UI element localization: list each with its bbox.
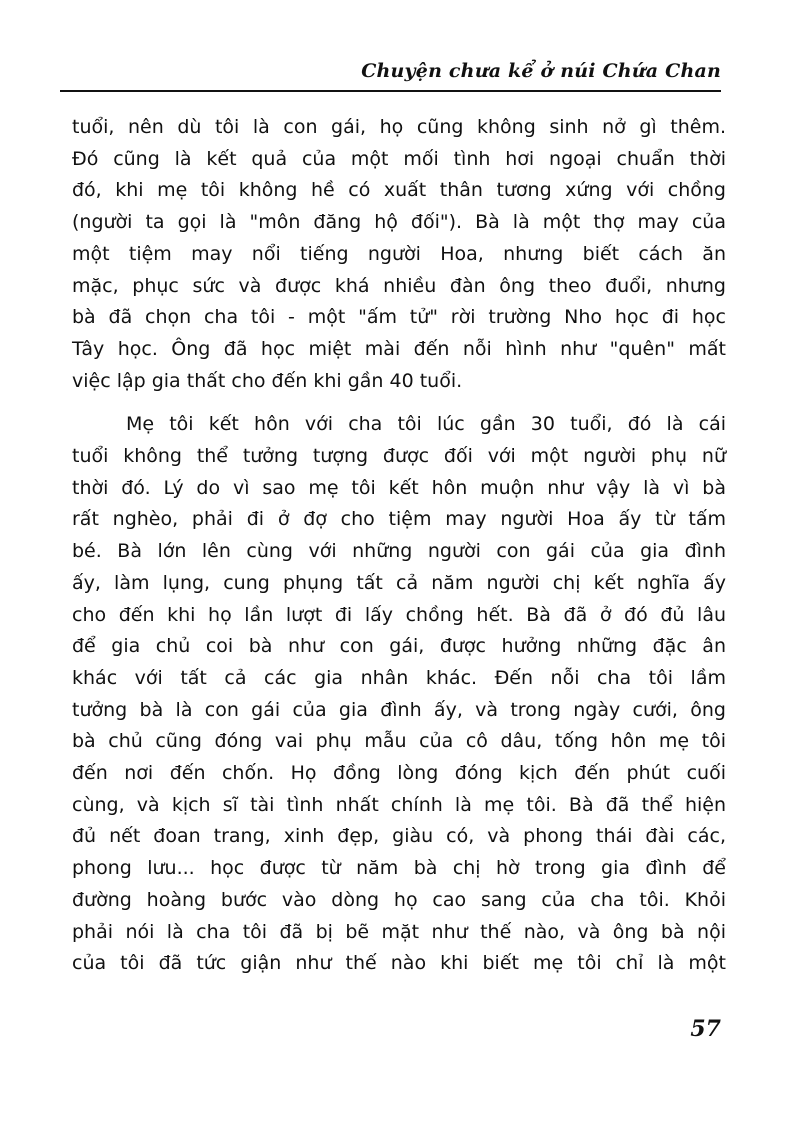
text-line: một tiệm may nổi tiếng người Hoa, nhưng biết cách ăn <box>72 242 726 265</box>
text-line: đường hoàng bước vào dòng họ cao sang của cha tôi. Khỏi <box>72 888 726 911</box>
text-line: khác với tất cả các gia nhân khác. Đến nỗi cha tôi lầm <box>72 666 726 689</box>
text-line: cho đến khi họ lần lượt đi lấy chồng hết. Bà đã ở đó đủ lâu <box>72 603 726 626</box>
text-line: Mẹ tôi kết hôn với cha tôi lúc gần 30 tuổi, đó là cái <box>126 413 726 436</box>
text-line: bà chủ cũng đóng vai phụ mẫu của cô dâu, tống hôn mẹ tôi <box>72 730 726 753</box>
text-line: việc lập gia thất cho đến khi gần 40 tuổi. <box>72 369 463 392</box>
text-line: đó, khi mẹ tôi không hề có xuất thân tương xứng với chồng <box>72 179 726 202</box>
text-line: đến nơi đến chốn. Họ đồng lòng đóng kịch đến phút cuối <box>72 762 726 785</box>
text-line: Đó cũng là kết quả của một mối tình hơi ngoại chuẩn thời <box>72 147 726 170</box>
text-line: mặc, phục sức và được khá nhiều đàn ông theo đuổi, nhưng <box>72 274 726 297</box>
text-line: bé. Bà lớn lên cùng với những người con gái của gia đình <box>72 540 726 563</box>
text-line: (người ta gọi là "môn đăng hộ đối"). Bà là một thợ may của <box>72 211 726 234</box>
paragraph-2 <box>72 409 726 980</box>
text-line: đủ nết đoan trang, xinh đẹp, giàu có, và phong thái đài các, <box>72 825 726 848</box>
text-line: tưởng bà là con gái của gia đình ấy, và trong ngày cưới, ông <box>72 698 726 721</box>
text-line: phải nói là cha tôi đã bị bẽ mặt như thế nào, và ông bà nội <box>72 920 726 943</box>
text-line: Tây học. Ông đã học miệt mài đến nỗi hình như "quên" mất <box>72 337 726 360</box>
paragraph-1 <box>72 112 726 397</box>
text-line: của tôi đã tức giận như thế nào khi biết mẹ tôi chỉ là một <box>72 952 726 975</box>
text-line: thời đó. Lý do vì sao mẹ tôi kết hôn muộn như vậy là vì bà <box>72 476 726 499</box>
running-title: Chuyện chưa kể ở núi Chứa Chan <box>361 60 721 82</box>
text-line: ấy, làm lụng, cung phụng tất cả năm người chị kết nghĩa ấy <box>72 571 726 594</box>
running-header <box>60 58 721 92</box>
text-line: tuổi, nên dù tôi là con gái, họ cũng không sinh nở gì thêm. <box>72 116 726 138</box>
text-line: phong lưu... học được từ năm bà chị hờ trong gia đình để <box>72 857 726 880</box>
text-line: rất nghèo, phải đi ở đợ cho tiệm may người Hoa ấy từ tấm <box>72 508 726 531</box>
text-line: bà đã chọn cha tôi - một "ấm tử" rời trường Nho học đi học <box>72 306 726 329</box>
body-text <box>72 112 726 980</box>
text-line: để gia chủ coi bà như con gái, được hưởng những đặc ân <box>72 635 726 658</box>
page-number: 57 <box>690 1016 721 1042</box>
text-line: tuổi không thể tưởng tượng được đối với một người phụ nữ <box>72 445 726 468</box>
text-line: cùng, và kịch sĩ tài tình nhất chính là mẹ tôi. Bà đã thể hiện <box>72 793 726 816</box>
